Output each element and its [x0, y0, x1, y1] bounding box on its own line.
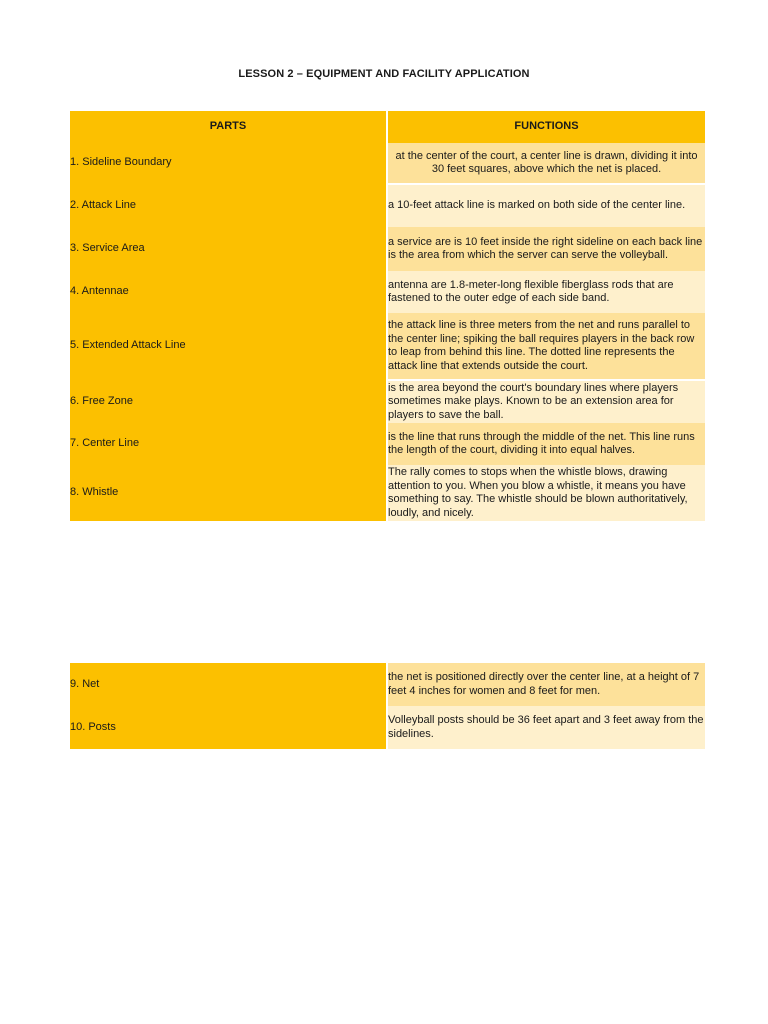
- functions-column-header: FUNCTIONS: [388, 111, 705, 143]
- part-cell: 1. Sideline Boundary: [70, 143, 386, 183]
- part-cell: 2. Attack Line: [70, 185, 386, 227]
- table-header-row: [70, 111, 705, 143]
- part-cell: 4. Antennae: [70, 271, 386, 313]
- table-row: [70, 313, 705, 379]
- part-cell: 6. Free Zone: [70, 381, 386, 423]
- function-cell: a 10-feet attack line is marked on both side of the center line.: [388, 185, 705, 227]
- table-row: [70, 706, 705, 749]
- equipment-table-continued: [70, 663, 705, 749]
- table-row: [70, 465, 705, 521]
- table-row: [70, 143, 705, 183]
- part-cell: 10. Posts: [70, 706, 386, 749]
- parts-column-header: PARTS: [70, 111, 386, 143]
- function-cell: antenna are 1.8-meter-long flexible fiberglass rods that are fastened to the outer edge of each side band.: [388, 271, 705, 313]
- function-cell: is the line that runs through the middle of the net. This line runs the length of the court, dividing it into equal halves.: [388, 423, 705, 465]
- part-cell: 7. Center Line: [70, 423, 386, 465]
- function-cell: the net is positioned directly over the center line, at a height of 7 feet 4 inches for women and 8 feet for men.: [388, 663, 705, 706]
- table-row: [70, 663, 705, 706]
- document-title: LESSON 2 – EQUIPMENT AND FACILITY APPLICATION: [238, 68, 530, 80]
- table-row: [70, 227, 705, 271]
- table-row: [70, 423, 705, 465]
- function-cell: is the area beyond the court's boundary lines where players sometimes make plays. Known to be an extension area for players to save the ball.: [388, 381, 705, 423]
- function-cell: at the center of the court, a center line is drawn, dividing it into 30 feet squares, above which the net is placed.: [388, 143, 705, 183]
- function-cell: The rally comes to stops when the whistle blows, drawing attention to you. When you blow a whistle, it means you have something to say. The whistle should be blown authoritatively, loudly, and nicely.: [388, 465, 705, 521]
- equipment-table: [70, 111, 705, 521]
- function-cell: a service are is 10 feet inside the right sideline on each back line is the area from which the server can serve the volleyball.: [388, 227, 705, 271]
- part-cell: 8. Whistle: [70, 465, 386, 521]
- function-cell: Volleyball posts should be 36 feet apart and 3 feet away from the sidelines.: [388, 706, 705, 749]
- part-cell: 9. Net: [70, 663, 386, 706]
- table-row: [70, 271, 705, 313]
- function-cell: the attack line is three meters from the net and runs parallel to the center line; spiking the ball requires players in the back row to leap from behind this line. The dotted line represents the attack line that extends outside the court.: [388, 313, 705, 379]
- part-cell: 3. Service Area: [70, 227, 386, 271]
- table-row: [70, 185, 705, 227]
- part-cell: 5. Extended Attack Line: [70, 313, 386, 379]
- table-row: [70, 381, 705, 423]
